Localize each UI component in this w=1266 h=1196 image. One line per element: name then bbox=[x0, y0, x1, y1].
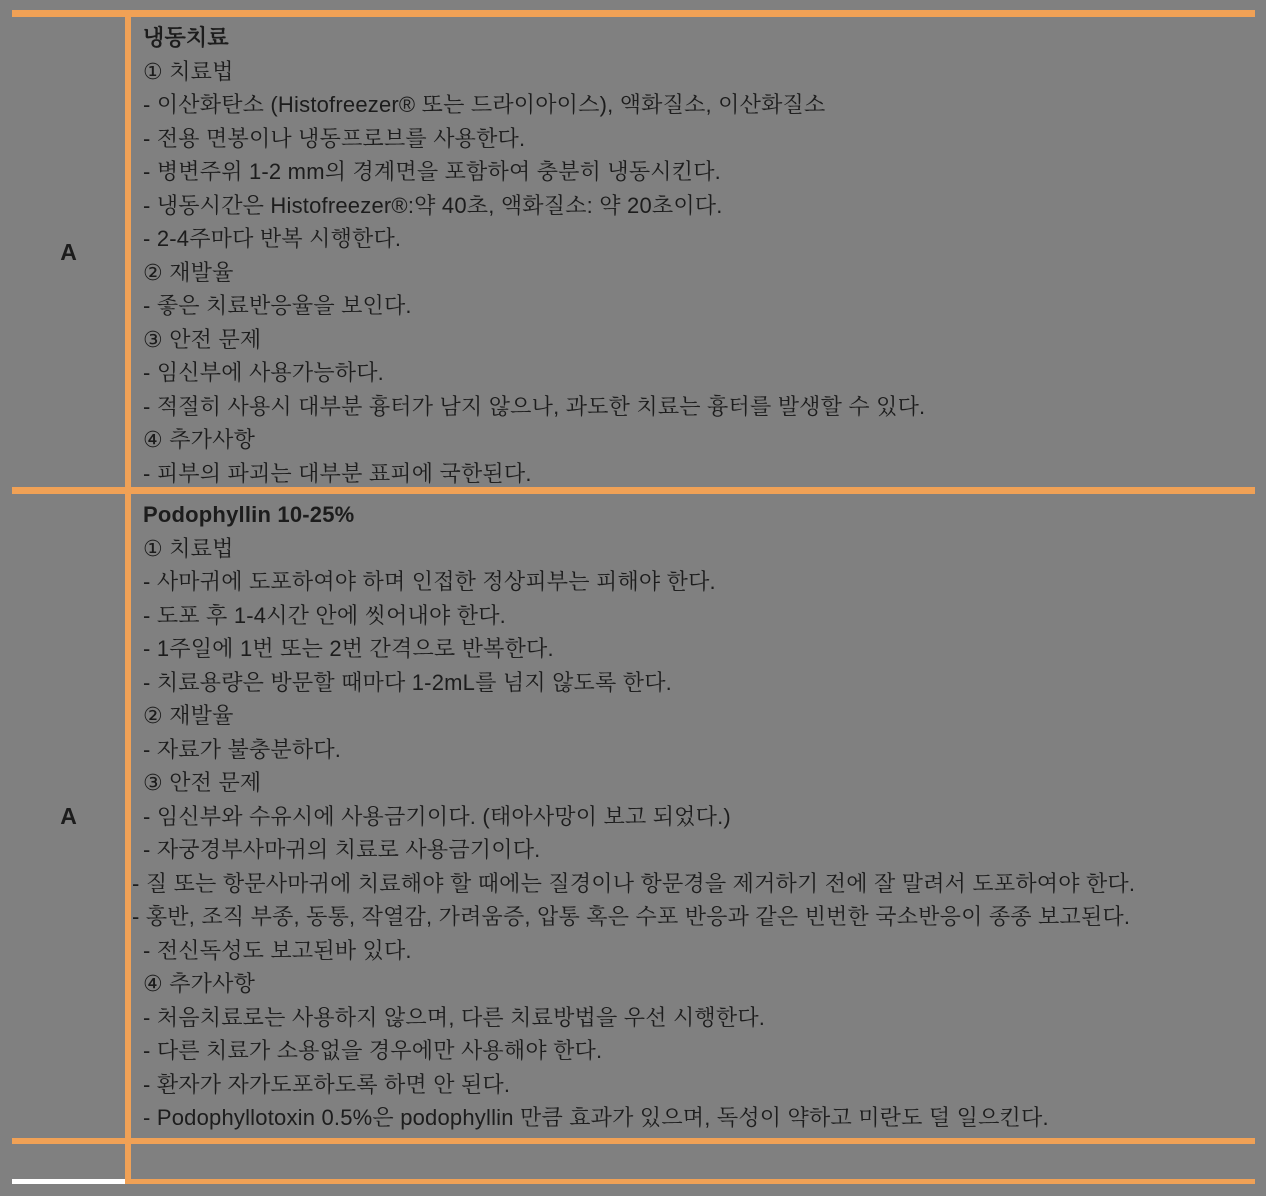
text-line: - 환자가 자가도포하도록 하면 안 된다. bbox=[143, 1071, 511, 1097]
table-row-empty bbox=[12, 1144, 1255, 1179]
text-line: ① 치료법 bbox=[143, 58, 234, 84]
text-line: - 사마귀에 도포하여야 하며 인접한 정상피부는 피해야 한다. bbox=[143, 569, 716, 594]
table-row-cryotherapy bbox=[12, 17, 1255, 487]
treatment-cell bbox=[125, 494, 1255, 1138]
text-line: ① 치료법 bbox=[143, 535, 234, 561]
text-line: - 질 또는 항문사마귀에 치료해야 할 때에는 질경이나 항문경을 제거하기 전에 잘 말려서 도포하여야 한다. bbox=[132, 870, 1136, 896]
grade-cell: A bbox=[60, 802, 77, 829]
text-line: ④ 추가사항 bbox=[143, 427, 256, 452]
text-line: ② 재발율 bbox=[143, 259, 234, 285]
treatment-cell bbox=[125, 1144, 1255, 1179]
text-line: - 임신부와 수유시에 사용금기이다. (태아사망이 보고 되었다.) bbox=[143, 803, 731, 829]
grade-cell: A bbox=[60, 238, 77, 265]
text-line: ② 재발율 bbox=[143, 703, 234, 728]
text-line: ③ 안전 문제 bbox=[143, 770, 262, 795]
text-line: - 자궁경부사마귀의 치료로 사용금기이다. bbox=[143, 837, 541, 862]
text-line: - 홍반, 조직 부종, 동통, 작열감, 가려움증, 압통 혹은 수포 반응과 같은 빈번한 국소반응이 종종 보고된다. bbox=[132, 904, 1131, 929]
text-line: - 적절히 사용시 대부분 흉터가 남지 않으나, 과도한 치료는 흉터를 발생할 수 있다. bbox=[143, 393, 926, 419]
text-line: - 치료용량은 방문할 때마다 1-2mL를 넘지 않도록 한다. bbox=[143, 669, 672, 695]
treatment-title: 냉동치료 bbox=[143, 25, 229, 50]
text-line: - 1주일에 1번 또는 2번 간격으로 반복한다. bbox=[143, 636, 554, 661]
text-line: - 도포 후 1-4시간 안에 씻어내야 한다. bbox=[143, 602, 506, 628]
text-line: - 전용 면봉이나 냉동프로브를 사용한다. bbox=[143, 125, 526, 151]
text-line: - 처음치료로는 사용하지 않으며, 다른 치료방법을 우선 시행한다. bbox=[143, 1004, 766, 1030]
text-line: - 좋은 치료반응율을 보인다. bbox=[143, 293, 412, 318]
treatment-title: Podophyllin 10-25% bbox=[143, 502, 355, 527]
text-line: - 임신부에 사용가능하다. bbox=[143, 360, 384, 385]
bottom-border-white bbox=[12, 1179, 125, 1184]
text-line: - 피부의 파괴는 대부분 표피에 국한된다. bbox=[143, 460, 532, 486]
text-line: ③ 안전 문제 bbox=[143, 326, 262, 352]
text-line: ④ 추가사항 bbox=[143, 971, 256, 996]
text-line: - Podophyllotoxin 0.5%은 podophyllin 만큼 효과가 있으며, 독성이 약하고 미란도 덜 일으킨다. bbox=[143, 1105, 1049, 1130]
treatment-detail-lines bbox=[143, 55, 1255, 488]
table-top-border bbox=[12, 10, 1255, 17]
treatment-cell bbox=[125, 17, 1255, 487]
row-divider-1 bbox=[12, 487, 1255, 494]
bottom-border-orange bbox=[125, 1179, 1255, 1184]
text-line: - 2-4주마다 반복 시행한다. bbox=[143, 226, 402, 251]
text-line: - 냉동시간은 Histofreezer®:약 40초, 액화질소: 약 20초이다. bbox=[143, 192, 723, 218]
grade-cell bbox=[12, 1144, 125, 1179]
text-line: - 이산화탄소 (Histofreezer® 또는 드라이아이스), 액화질소, 이산화질소 bbox=[143, 92, 826, 117]
treatment-detail-lines bbox=[132, 532, 1255, 1135]
text-line: - 자료가 불충분하다. bbox=[143, 736, 342, 762]
table-row-podophyllin bbox=[12, 494, 1255, 1138]
text-line: - 병변주위 1-2 mm의 경계면을 포함하여 충분히 냉동시킨다. bbox=[143, 159, 721, 184]
text-line: - 전신독성도 보고된바 있다. bbox=[143, 937, 412, 963]
text-line: - 다른 치료가 소용없을 경우에만 사용해야 한다. bbox=[143, 1038, 603, 1063]
